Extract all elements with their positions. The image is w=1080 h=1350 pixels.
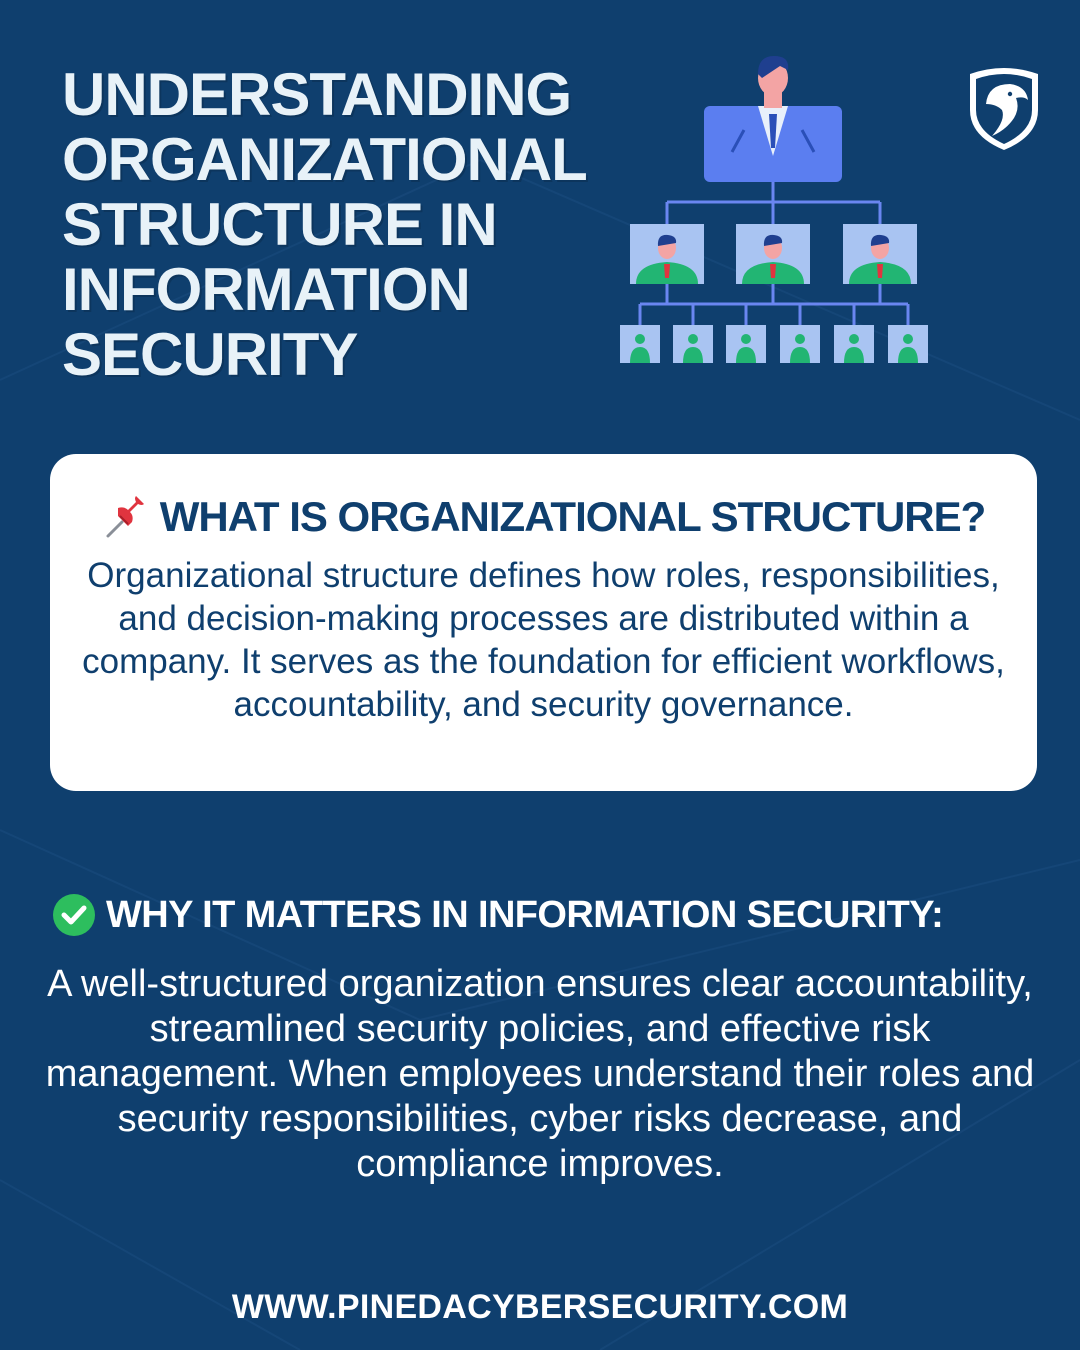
why-heading-text: WHY IT MATTERS IN INFORMATION SECURITY: (106, 893, 944, 936)
website-url[interactable]: WWW.PINEDACYBERSECURITY.COM (231, 1288, 849, 1326)
title-line: STRUCTURE IN (62, 191, 497, 258)
why-body-text: A well-structured organization ensures clear accountability, streamlined security policies, and effective risk management. When employees understand their roles and security responsibilities, cyber risks decrease, and compliance improves. (45, 963, 1035, 1185)
title-line: ORGANIZATIONAL (62, 126, 587, 193)
page-title (62, 62, 642, 387)
title-line: UNDERSTANDING (62, 61, 572, 128)
card-body-text: Organizational structure defines how roles, responsibilities, and decision-making processes are distributed within a company. It serves as the foundation for efficient workflows, accountability, and security governance. (82, 556, 1005, 724)
title-line: INFORMATION (62, 256, 470, 323)
definition-card (50, 454, 1037, 791)
staff-boxes (620, 325, 928, 363)
card-heading (50, 492, 1037, 542)
shield-eagle-logo (962, 64, 1046, 154)
org-chart-illustration (612, 52, 942, 372)
card-heading-text: WHAT IS ORGANIZATIONAL STRUCTURE? (159, 493, 986, 540)
ceo-figure (704, 56, 842, 182)
check-circle-icon (52, 893, 96, 937)
pushpin-icon (102, 492, 152, 542)
manager-boxes (630, 224, 917, 284)
why-heading (52, 893, 943, 937)
title-line: SECURITY (62, 321, 358, 388)
